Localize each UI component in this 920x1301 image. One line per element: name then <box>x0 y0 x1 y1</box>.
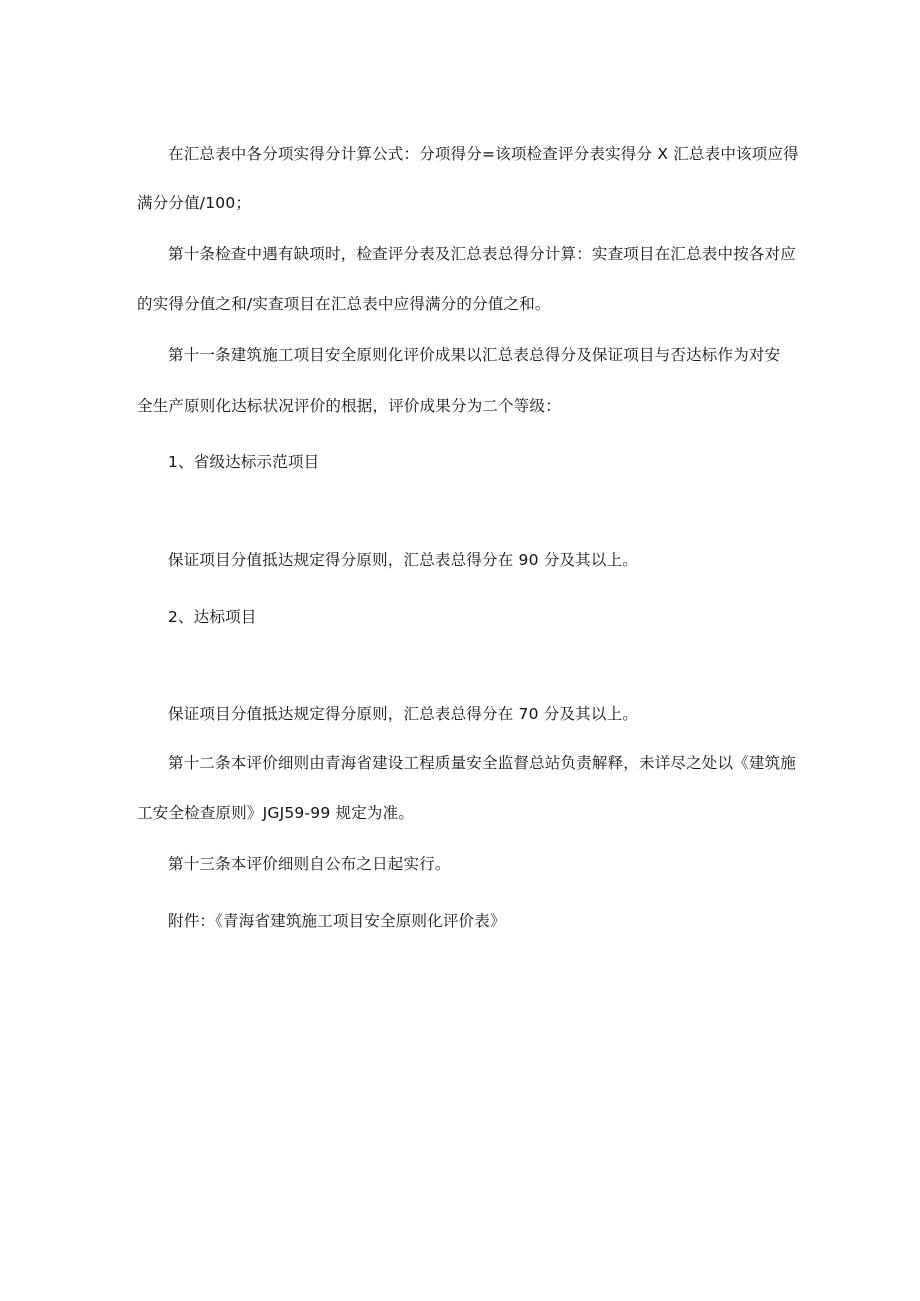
level-1-heading: 1、省级达标示范项目 <box>168 453 320 471</box>
article-11-line-1: 第十一条建筑施工项目安全原则化评价成果以汇总表总得分及保证项目与否达标作为对安 <box>168 346 781 364</box>
formula-paragraph-line-1: 在汇总表中各分项实得分计算公式：分项得分=该项检查评分表实得分 X 汇总表中该项应得 <box>168 145 799 163</box>
article-10-line-1: 第十条检查中遇有缺项时，检查评分表及汇总表总得分计算：实查项目在汇总表中按各对应 <box>168 245 797 263</box>
level-1-criteria: 保证项目分值抵达规定得分原则，汇总表总得分在 90 分及其以上。 <box>168 551 638 569</box>
article-12-line-1: 第十二条本评价细则由青海省建设工程质量安全监督总站负责解释，未详尽之处以《建筑施 <box>168 754 797 772</box>
article-12-line-2: 工安全检查原则》JGJ59-99 规定为准。 <box>137 804 415 822</box>
formula-paragraph-line-2: 满分分值/100； <box>137 194 252 212</box>
level-2-heading: 2、达标项目 <box>168 608 257 626</box>
level-2-criteria: 保证项目分值抵达规定得分原则，汇总表总得分在 70 分及其以上。 <box>168 705 638 723</box>
attachment-note: 附件：《青海省建筑施工项目安全原则化评价表》 <box>168 912 506 930</box>
article-13: 第十三条本评价细则自公布之日起实行。 <box>168 855 451 873</box>
article-11-line-2: 全生产原则化达标状况评价的根据，评价成果分为二个等级： <box>137 397 561 415</box>
article-10-line-2: 的实得分值之和/实查项目在汇总表中应得满分的分值之和。 <box>137 295 551 313</box>
